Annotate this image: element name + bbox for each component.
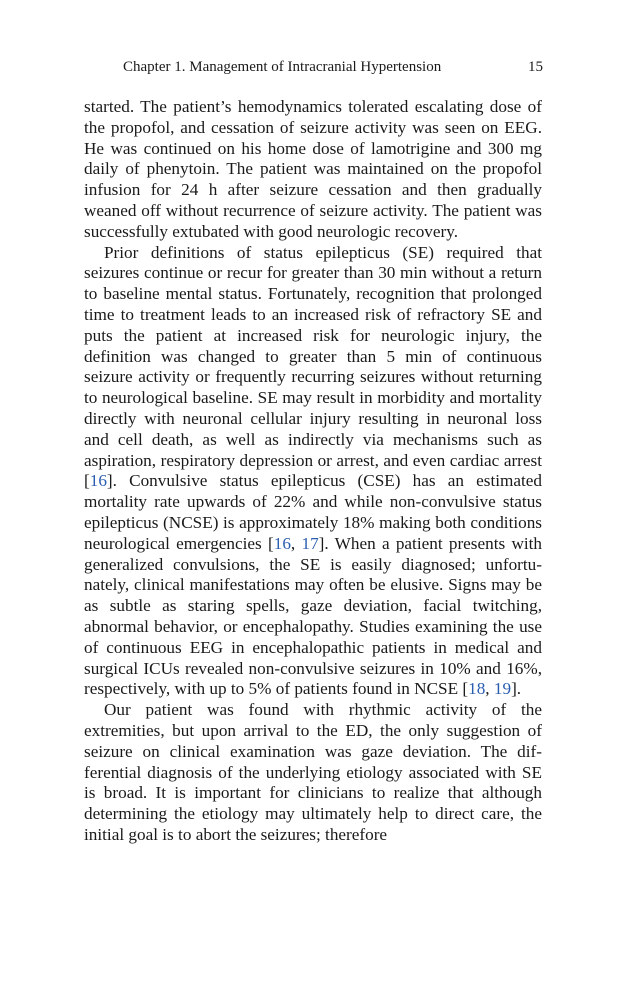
citation-link-17[interactable]: 17 — [301, 533, 319, 553]
paragraph-text: ]. — [511, 679, 522, 699]
paragraph-text: , — [485, 679, 494, 699]
paragraph-text: ]. Convulsive status epilepticus (CSE) has an estimated mortality rate upwards of 22% and while non-convulsive status epilepticus (NCSE) is approximately 18% making both conditions neurological emergencies [ — [84, 471, 542, 553]
paragraph-text: ]. When a patient presents with generalized convulsions, the SE is easily diagnosed; unfortunately, clinical manifestations may often be elusive. Signs may be as subtle as staring spells, gaze deviation, facial twitching, abnormal behavior, or encephalopathy. Studies examining the use of continuous EEG in encephalopathic patients in medical and surgical ICUs revealed non-convulsive seizures in 10% and 16%, respectively, with up to 5% of patients found in NCSE [ — [84, 533, 542, 699]
citation-link-16[interactable]: 16 — [273, 533, 291, 553]
citation-link-18[interactable]: 18 — [468, 679, 486, 699]
chapter-title: Chapter 1. Management of Intracranial Hypertension — [123, 59, 442, 75]
paragraph-text: , — [290, 533, 302, 553]
citation-link-16[interactable]: 16 — [89, 471, 107, 491]
citation-link-19[interactable]: 19 — [493, 679, 512, 699]
running-head — [123, 57, 543, 77]
paragraph-3 — [84, 700, 542, 846]
page-number: 15 — [528, 59, 543, 75]
paragraph-text: Our patient was found with rhythmic activity of the extremities, but upon arrival to the ED, the only suggestion of seizure on clinical examination was gaze deviation. The differential diagnosis of the underlying etiology associated with SE is broad. It is important for clinicians to realize that although determining the etiology may ultimately help to direct care, the initial goal is to abort the seizures; therefore — [84, 700, 542, 844]
body-text — [84, 97, 542, 846]
paragraph-1 — [84, 97, 542, 243]
paragraph-text: Prior definitions of status epilepticus (SE) required that seizures continue or recur for greater than 30 min without a return to baseline mental status. Fortunately, recognition that prolonged time to treatment leads to an increased risk of refractory SE and puts the patient at increased risk for neurologic injury, the definition was changed to greater than 5 min of continuous seizure activity or frequently recurring seizures without returning to neurological baseline. SE may result in morbidity and mortality directly with neuronal cellular injury resulting in neuronal loss and cell death, as well as indirectly via mechanisms such as aspiration, respiratory depression or arrest, and even cardiac arrest [ — [84, 242, 542, 491]
paragraph-text: started. The patient’s hemodynamics tolerated escalating dose of the propofol, and cessation of seizure activity was seen on EEG. He was continued on his home dose of lamotrigine and 300 mg daily of phenytoin. The patient was maintained on the propofol infusion for 24 h after seizure cessation and then gradually weaned off without recurrence of seizure activity. The patient was successfully extubated with good neurologic recovery. — [84, 97, 542, 241]
paragraph-2 — [84, 243, 542, 701]
